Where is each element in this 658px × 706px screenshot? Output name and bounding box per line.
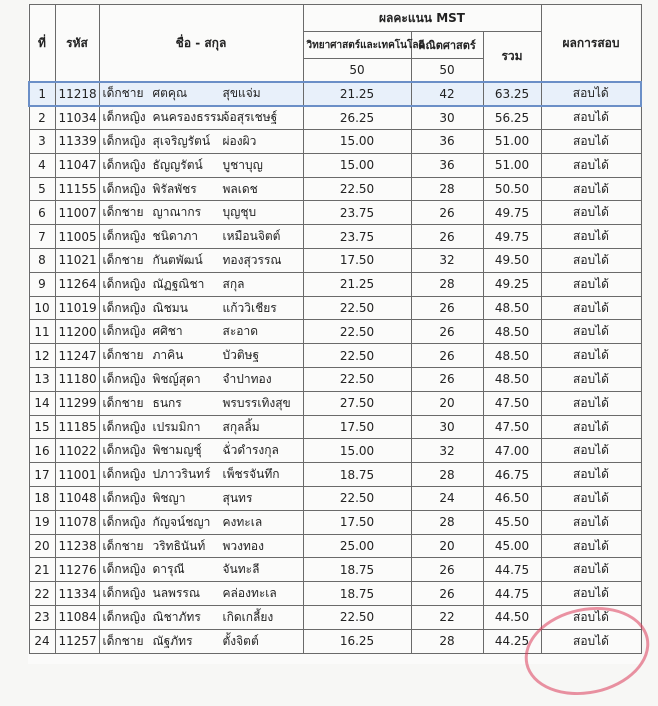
science-score: 15.00 [303,439,411,463]
student-id: 11257 [55,629,99,653]
first-name: ภาคิน [152,348,184,363]
table-row[interactable] [29,130,641,154]
exam-result: สอบได้ [541,463,641,487]
row-number: 9 [29,272,55,296]
total-score: 49.50 [483,249,541,273]
student-name [99,344,303,368]
first-name: ณัฐภัทร [152,633,193,648]
row-number: 19 [29,510,55,534]
science-score: 22.50 [303,606,411,630]
math-score: 26 [411,582,483,606]
total-score: 44.25 [483,629,541,653]
name-prefix: เด็กหญิง [102,371,146,386]
name-prefix: เด็กหญิง [102,562,146,577]
row-number: 3 [29,130,55,154]
last-name: คงทะเล [222,514,263,529]
total-score: 47.50 [483,391,541,415]
row-number: 7 [29,225,55,249]
student-id: 11001 [55,463,99,487]
exam-result: สอบได้ [541,201,641,225]
table-row[interactable] [29,177,641,201]
last-name: ฉั่วดำรงกุล [222,443,279,458]
exam-result: สอบได้ [541,106,641,130]
science-score: 17.50 [303,249,411,273]
exam-result: สอบได้ [541,249,641,273]
student-name [99,320,303,344]
name-prefix: เด็กชาย [102,205,144,220]
student-id: 11238 [55,534,99,558]
table-row[interactable] [29,225,641,249]
last-name: ตั้งจิตต์ [222,633,259,648]
exam-result: สอบได้ [541,510,641,534]
math-score: 30 [411,415,483,439]
math-score: 26 [411,225,483,249]
first-name: พิชญ์สุดา [152,371,201,386]
total-score: 48.50 [483,368,541,392]
total-score: 49.75 [483,201,541,225]
exam-result: สอบได้ [541,130,641,154]
student-id: 11185 [55,415,99,439]
science-score: 22.50 [303,344,411,368]
science-score: 23.75 [303,201,411,225]
total-score: 56.25 [483,106,541,130]
student-id: 11299 [55,391,99,415]
first-name: พิชามญชุ์ [152,443,202,458]
table-row[interactable] [29,582,641,606]
name-prefix: เด็กหญิง [102,300,146,315]
table-row[interactable] [29,463,641,487]
science-score: 21.25 [303,82,411,106]
math-score: 28 [411,510,483,534]
first-name: ญาณากร [152,205,202,220]
exam-result: สอบได้ [541,606,641,630]
math-score: 20 [411,534,483,558]
table-row[interactable] [29,320,641,344]
student-name [99,296,303,320]
header-science-max: 50 [303,59,411,83]
math-score: 26 [411,558,483,582]
science-score: 17.50 [303,510,411,534]
science-score: 18.75 [303,463,411,487]
total-score: 48.50 [483,296,541,320]
student-id: 11218 [55,82,99,106]
student-id: 11078 [55,510,99,534]
name-prefix: เด็กหญิง [102,110,146,125]
student-name [99,106,303,130]
name-prefix: เด็กหญิง [102,514,146,529]
name-prefix: เด็กหญิง [102,419,146,434]
student-id: 11264 [55,272,99,296]
exam-result: สอบได้ [541,272,641,296]
last-name: เพ็ชรจันทึก [222,467,280,482]
first-name: กัญจน์ชญา [152,514,211,529]
last-name: ทองสุวรรณ [222,252,282,267]
name-prefix: เด็กชาย [102,395,144,410]
first-name: ธัญญรัตน์ [152,157,203,172]
student-id: 11047 [55,153,99,177]
name-prefix: เด็กหญิง [102,276,146,291]
row-number: 13 [29,368,55,392]
exam-result: สอบได้ [541,82,641,106]
first-name: เปรมมิกา [152,419,201,434]
total-score: 51.00 [483,153,541,177]
table-row[interactable] [29,368,641,392]
row-number: 21 [29,558,55,582]
student-id: 11339 [55,130,99,154]
student-id: 11022 [55,439,99,463]
last-name: แก้ววิเชียร [222,300,277,315]
name-prefix: เด็กหญิง [102,609,146,624]
table-row[interactable] [29,272,641,296]
header-result: ผลการสอบ [541,5,641,83]
science-score: 22.50 [303,296,411,320]
header-score-group: ผลคะแนน MST [303,5,541,32]
exam-result: สอบได้ [541,629,641,653]
exam-result: สอบได้ [541,177,641,201]
row-number: 23 [29,606,55,630]
math-score: 30 [411,106,483,130]
table-row[interactable] [29,153,641,177]
last-name: สกุลลิ้ม [222,419,260,434]
row-number: 12 [29,344,55,368]
math-score: 26 [411,201,483,225]
row-number: 8 [29,249,55,273]
row-number: 14 [29,391,55,415]
table-row[interactable] [29,391,641,415]
exam-result: สอบได้ [541,296,641,320]
student-name [99,463,303,487]
header-no: ที่ [29,5,55,83]
student-id: 11019 [55,296,99,320]
student-id: 11334 [55,582,99,606]
last-name: พลเดช [222,181,258,196]
science-score: 15.00 [303,130,411,154]
first-name: คนครองธรรม [152,110,225,125]
table-row[interactable] [29,439,641,463]
exam-result: สอบได้ [541,534,641,558]
first-name: ณิชมน [152,300,188,315]
exam-result: สอบได้ [541,439,641,463]
student-name [99,510,303,534]
science-score: 22.50 [303,368,411,392]
name-prefix: เด็กหญิง [102,586,146,601]
math-score: 26 [411,296,483,320]
math-score: 28 [411,272,483,296]
row-number: 20 [29,534,55,558]
exam-result: สอบได้ [541,320,641,344]
last-name: จันทะลี [222,562,260,577]
student-name [99,415,303,439]
name-prefix: เด็กหญิง [102,157,146,172]
exam-result: สอบได้ [541,153,641,177]
header-math: คณิตศาสตร์ [411,32,483,59]
exam-result: สอบได้ [541,487,641,511]
table-row[interactable] [29,344,641,368]
total-score: 45.50 [483,510,541,534]
first-name: ดารุณี [152,562,185,577]
total-score: 48.50 [483,320,541,344]
first-name: กันตพัฒน์ [152,252,203,267]
name-prefix: เด็กหญิง [102,443,146,458]
row-number: 1 [29,82,55,106]
student-id: 11180 [55,368,99,392]
student-id: 11021 [55,249,99,273]
last-name: คล่องทะเล [222,586,277,601]
name-prefix: เด็กชาย [102,86,144,101]
student-name [99,201,303,225]
math-score: 26 [411,344,483,368]
first-name: พิชญา [152,490,186,505]
total-score: 47.00 [483,439,541,463]
last-name: บูชาบุญ [222,157,263,172]
student-id: 11276 [55,558,99,582]
first-name: ณิชาภัทร [152,609,201,624]
student-name [99,368,303,392]
student-name [99,225,303,249]
total-score: 44.75 [483,558,541,582]
row-number: 17 [29,463,55,487]
student-name [99,272,303,296]
total-score: 46.75 [483,463,541,487]
student-name [99,558,303,582]
science-score: 23.75 [303,225,411,249]
student-name [99,439,303,463]
table-row[interactable] [29,249,641,273]
total-score: 50.50 [483,177,541,201]
science-score: 16.25 [303,629,411,653]
math-score: 20 [411,391,483,415]
student-name [99,391,303,415]
student-name [99,177,303,201]
last-name: ผ่องผิว [222,133,257,148]
total-score: 44.75 [483,582,541,606]
first-name: ปภาวรินทร์ [152,467,211,482]
student-name [99,582,303,606]
exam-result: สอบได้ [541,368,641,392]
student-id: 11007 [55,201,99,225]
student-id: 11034 [55,106,99,130]
math-score: 36 [411,130,483,154]
name-prefix: เด็กชาย [102,252,144,267]
name-prefix: เด็กหญิง [102,467,146,482]
math-score: 32 [411,439,483,463]
last-name: สกุล [222,276,245,291]
name-prefix: เด็กชาย [102,633,144,648]
math-score: 26 [411,320,483,344]
science-score: 26.25 [303,106,411,130]
name-prefix: เด็กหญิง [102,490,146,505]
table-body [29,82,641,653]
total-score: 49.25 [483,272,541,296]
table-row[interactable] [29,82,641,106]
first-name: ศตคุณ [152,86,188,101]
last-name: สะอาด [222,324,259,339]
name-prefix: เด็กหญิง [102,181,146,196]
exam-result: สอบได้ [541,391,641,415]
student-name [99,606,303,630]
math-score: 42 [411,82,483,106]
total-score: 48.50 [483,344,541,368]
name-prefix: เด็กหญิง [102,229,146,244]
science-score: 18.75 [303,582,411,606]
last-name: เหมือนจิตต์ [222,229,281,244]
total-score: 46.50 [483,487,541,511]
student-name [99,629,303,653]
total-score: 47.50 [483,415,541,439]
last-name: สุนทร [222,490,253,505]
science-score: 18.75 [303,558,411,582]
science-score: 17.50 [303,415,411,439]
name-prefix: เด็กหญิง [102,133,146,148]
header-name: ชื่อ - สกุล [99,5,303,83]
row-number: 22 [29,582,55,606]
header-math-max: 50 [411,59,483,83]
math-score: 26 [411,368,483,392]
student-id: 11155 [55,177,99,201]
first-name: นลพรรณ [152,586,200,601]
total-score: 44.50 [483,606,541,630]
student-id: 11084 [55,606,99,630]
math-score: 28 [411,177,483,201]
first-name: ชนิดาภา [152,229,199,244]
table-row[interactable] [29,201,641,225]
name-prefix: เด็กชาย [102,538,144,553]
row-number: 16 [29,439,55,463]
exam-result: สอบได้ [541,558,641,582]
exam-result: สอบได้ [541,415,641,439]
row-number: 18 [29,487,55,511]
last-name: บุญชุบ [222,205,257,220]
row-number: 5 [29,177,55,201]
table-row[interactable] [29,106,641,130]
total-score: 63.25 [483,82,541,106]
results-table [28,4,642,654]
row-number: 10 [29,296,55,320]
table-row[interactable] [29,534,641,558]
first-name: ณัฏฐณิชา [152,276,205,291]
student-id: 11048 [55,487,99,511]
name-prefix: เด็กหญิง [102,324,146,339]
last-name: จ้อสุรเชษฐ์ [222,110,278,125]
last-name: เกิดเกลี้ยง [222,609,274,624]
exam-result: สอบได้ [541,225,641,249]
science-score: 22.50 [303,320,411,344]
student-id: 11247 [55,344,99,368]
exam-result: สอบได้ [541,582,641,606]
last-name: สุขแจ่ม [222,86,261,101]
score-sheet [28,4,640,664]
first-name: วริทธินันท์ [152,538,206,553]
header-id: รหัส [55,5,99,83]
student-name [99,153,303,177]
table-row[interactable] [29,296,641,320]
math-score: 28 [411,629,483,653]
first-name: สุเจริญรัตน์ [152,133,211,148]
row-number: 2 [29,106,55,130]
science-score: 25.00 [303,534,411,558]
row-number: 6 [29,201,55,225]
exam-result: สอบได้ [541,344,641,368]
science-score: 27.50 [303,391,411,415]
math-score: 32 [411,249,483,273]
total-score: 51.00 [483,130,541,154]
student-id: 11005 [55,225,99,249]
science-score: 21.25 [303,272,411,296]
student-name [99,487,303,511]
total-score: 49.75 [483,225,541,249]
table-header [29,5,641,83]
science-score: 22.50 [303,177,411,201]
student-name [99,534,303,558]
first-name: ธนกร [152,395,182,410]
row-number: 24 [29,629,55,653]
last-name: จำปาทอง [222,371,272,386]
table-row[interactable] [29,487,641,511]
first-name: พิรัลพัชร [152,181,197,196]
row-number: 11 [29,320,55,344]
row-number: 4 [29,153,55,177]
math-score: 22 [411,606,483,630]
first-name: ศศิชา [152,324,183,339]
student-name [99,130,303,154]
science-score: 22.50 [303,487,411,511]
last-name: พรบรรเทิงสุข [222,395,291,410]
math-score: 36 [411,153,483,177]
name-prefix: เด็กชาย [102,348,144,363]
table-row[interactable] [29,558,641,582]
math-score: 24 [411,487,483,511]
header-science: วิทยาศาสตร์และเทคโนโลยี [303,32,411,59]
table-row[interactable] [29,415,641,439]
student-name [99,249,303,273]
table-row[interactable] [29,510,641,534]
science-score: 15.00 [303,153,411,177]
student-name [99,82,303,106]
total-score: 45.00 [483,534,541,558]
last-name: พวงทอง [222,538,264,553]
student-id: 11200 [55,320,99,344]
last-name: บัวติษฐ [222,348,260,363]
math-score: 28 [411,463,483,487]
row-number: 15 [29,415,55,439]
header-total: รวม [483,32,541,83]
